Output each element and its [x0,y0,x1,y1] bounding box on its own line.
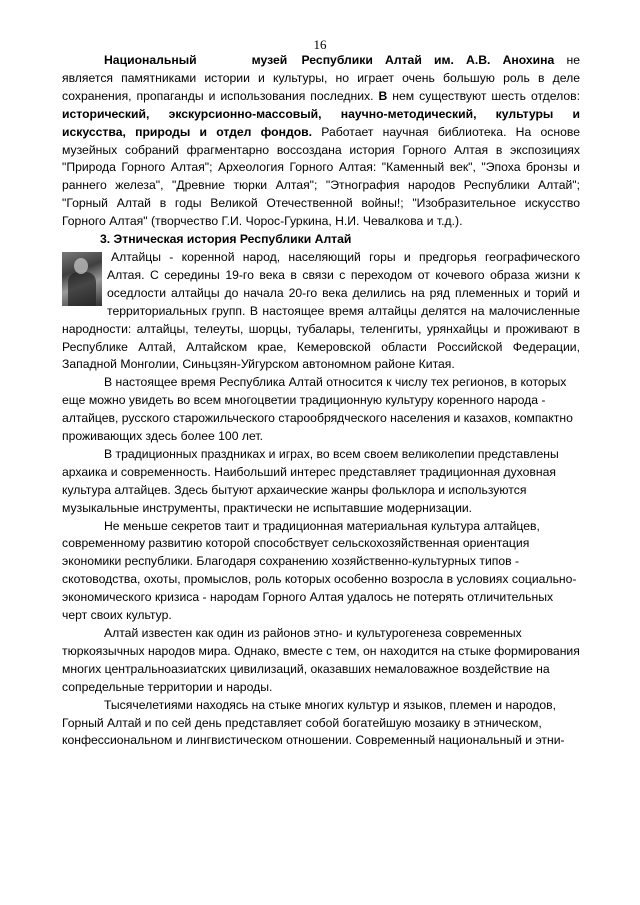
museum-paragraph [62,52,580,231]
museum-departments: исторический, экскурсионно-массовый, научно-методический, культуры и искусства, природы и отдел фондов. [62,106,580,139]
museum-name-part1: Национальный [104,53,197,67]
museum-bold-v: В [378,88,388,103]
photo-portrait [62,252,102,306]
section-heading: 3. Этническая история Республики Алтай [100,232,352,247]
paragraph-region: В настоящее время Республика Алтай относится к числу тех регионов, в которых еще можно увидеть во всем многоцветии традиционную культуру коренного народа - алтайцев, русского старожильческого старообрядческого населения и казахов, компактно проживающих здесь более 100 лет. [62,375,573,444]
museum-text-3: Работает научная библиотека. На основе музейных собраний фрагментарно воссоздана история Горного Алтая в экспозициях "Природа Горного Алтая"; Археология Горного Алтая: "Каменный век", "Эпоха бронзы и раннего железа", "Древние тюрки Алтая"; "Этнография народов Республики Алтай"; "Горный Алтай в годы Великой Отечественной войны!; "Изобразительное искусство Горного Алтая" (творчество Г.И. Чорос-Гуркина, Н.И. Чевалкова и т.д.). [62,124,580,229]
paragraph-mosaic: Тысячелетиями находясь на стыке многих культур и языков, племен и народов, Горный Алтай и по сей день представляет собой богатейшую мозаику в этническом, конфессиональном и лингвистическом отношении. Современный национальный и этни- [62,697,565,748]
paragraph-ethnogenesis: Алтай известен как один из районов этно- и культурогенеза современных тюркоязычных народов мира. Однако, вместе с тем, он находится на стыке формирования многих центральноазиатских цивилизаций, оказавших немаловажное воздействие на сопредельные территории и народы. [62,626,580,694]
museum-name-part3: Республики Алтай им. А.В. Анохина [301,53,555,67]
museum-name-part2: музей [251,53,288,67]
paragraph-altaians: Алтайцы - коренной народ, населяющий горы и предгорья географического Алтая. С середины 19-го века в связи с переходом от кочевого образа жизни к оседлости алтайцы до начала 20-го века делились на ряд племенных и торий и территориальных групп. В настоящее время алтайцы делятся на малочисленные народности: алтайцы, телеуты, шорцы, тубалары, теленгиты, урянхайцы и проживают в Республике Алтай, Алтайском крае, Кемеровской области Российской Федерации, Западной Монголии, Синьцзян-Уйгурском автономном районе Китая. [62,249,580,372]
document-body [62,52,580,750]
paragraph-traditions: В традиционных праздниках и играх, во всем своем великолепии представлены архаика и современность. Наибольший интерес представляет традиционная духовная культура алтайцев. Здесь бытуют архаические жанры фольклора и используются музыкальные инструменты, практически не испытавшие модернизации. [62,446,559,515]
museum-text-1: не является памятниками истории и культуры, но играет очень большую роль в деле сохранения, пропаганды и использования последних. [62,53,580,103]
museum-text-2: нем существуют шесть отделов: [387,88,581,103]
paragraph-material-culture: Не меньше секретов таит и традиционная материальная культура алтайцев, современному развитию которой способствует сельскохозяйственная ориентация экономики республики. Благодаря сохранению хозяйственно-культурных типов - скотоводства, охоты, промыслов, роль которых особенно возросла в условиях социально-экономического кризиса - народам Горного Алтая удалось не потерять отличительных черт своих культур. [62,518,577,623]
page-number: 16 [313,37,327,52]
